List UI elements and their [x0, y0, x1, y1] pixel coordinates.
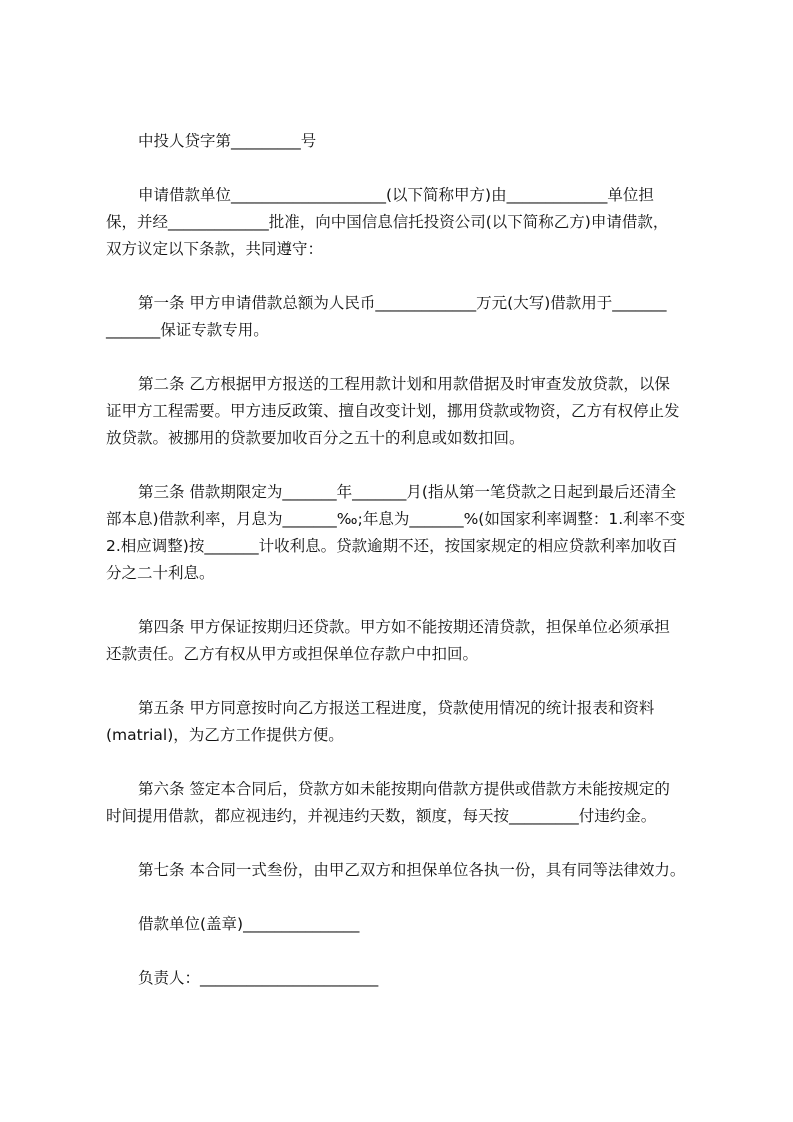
intro-line-2: 保，并经_____________批准，向中国信息信托投资公司(以下简称乙方)申请借款， [106, 213, 669, 231]
article6-line-1: 第六条 签定本合同后，贷款方如未能按期向借款方提供或借款方未能按规定的 [138, 780, 670, 798]
article6-line-2: 时间提用借款，都应视违约，并视违约天数，额度，每天按_________付违约金。 [106, 807, 657, 825]
article2-line-1: 第二条 乙方根据甲方报送的工程用款计划和用款借据及时审查发放贷款，以保 [138, 375, 670, 393]
article4-line-2: 还款责任。乙方有权从甲方或担保单位存款户中扣回。 [106, 645, 479, 663]
article3-line-4: 分之二十利息。 [106, 564, 215, 582]
article3-line-2: 部本息)借款利率，月息为_______‰;年息为_______%(如国家利率调整：1.利率不变 [106, 510, 686, 528]
article2-line-2: 证甲方工程需要。甲方违反政策、擅自改变计划，挪用贷款或物资，乙方有权停止发 [106, 402, 680, 420]
article2-line-3: 放贷款。被挪用的贷款要加收百分之五十的利息或如数扣回。 [106, 429, 525, 447]
article7-line: 第七条 本合同一式叁份，由甲乙双方和担保单位各执一份，具有同等法律效力。 [138, 861, 686, 879]
article3-line-1: 第三条 借款期限定为_______年_______月(指从第一笔贷款之日起到最后还清全 [138, 483, 676, 501]
article1-line-2: _______保证专款专用。 [106, 321, 269, 339]
reference-number-line: 中投人贷字第_________号 [138, 132, 317, 150]
intro-line-1: 申请借款单位____________________(以下简称甲方)由_____________单位担 [138, 186, 654, 204]
intro-line-3: 双方议定以下条款，共同遵守： [106, 240, 324, 258]
article4-line-1: 第四条 甲方保证按期归还贷款。甲方如不能按期还清贷款，担保单位必须承担 [138, 618, 670, 636]
article5-line-2: (matrial)，为乙方工作提供方便。 [106, 726, 344, 744]
article1-line-1: 第一条 甲方申请借款总额为人民币_____________万元(大写)借款用于_______ [138, 294, 667, 312]
article3-line-3: 2.相应调整)按_______计收利息。贷款逾期不还，按国家规定的相应贷款利率加收百 [106, 537, 678, 555]
borrower-seal-line: 借款单位(盖章)_______________ [138, 915, 360, 933]
responsible-person-line: 负责人：_______________________ [138, 969, 379, 987]
article5-line-1: 第五条 甲方同意按时向乙方报送工程进度，贷款使用情况的统计报表和资料 [138, 699, 655, 717]
